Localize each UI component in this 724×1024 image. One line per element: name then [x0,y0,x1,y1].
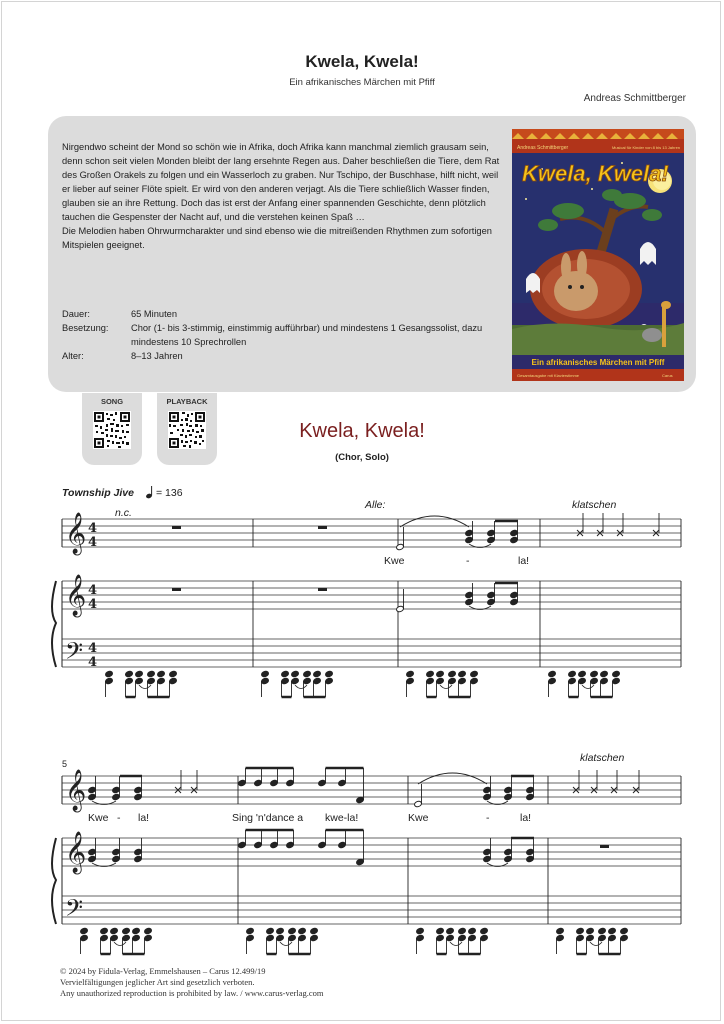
whole-rest [172,526,181,529]
time-signature: 4 [88,655,98,670]
note-head [526,848,535,855]
note-head [338,779,347,786]
note-head [88,786,97,793]
note-head [448,677,457,684]
klatschen-mark: klatschen [572,499,617,511]
note-head [576,927,585,934]
piano-brace [52,838,56,924]
note-head [406,670,415,677]
note-head [414,800,423,807]
age-label: Alter: [62,351,84,361]
page-subtitle: Ein afrikanisches Märchen mit Pfiff [289,77,435,88]
note-head [556,927,565,934]
note-head [291,677,300,684]
note-head [487,598,496,605]
note-head [169,670,178,677]
note-head [510,598,519,605]
cast-label: Besetzung: [62,323,109,333]
treble-clef: 𝄞 [65,832,87,873]
note-head [578,677,587,684]
note-head [526,793,535,800]
description-text-2: Die Melodien haben Ohrwurmcharakter und sind ebenso wie die mitreißenden Rhythmen zum sofortigen Mitspielen geeignet. [62,226,492,250]
note-head [318,841,327,848]
description-text: Nirgendwo scheint der Mond so schön wie in Afrika, doch Afrika kann manchmal ziemlich grausam sein, denn schon seit vielen Monden bleibt der lang ersehnte Regen aus. Daher beschließen die Tiere, dem Rat des Großen Orakels zu folgen und ein Wasserloch zu graben. Nur Tschipo, der Buschhase, hilft nicht, weil er lieber auf seiner Flöte spielt. Er wird von den anderen verjagt. Als die Tiere schließlich Wasser finden, glauben sie an ihre Rettung. Doch das ist erst der Anfang einer spannenden Geschichte, denn plötzlich tauchen die Gespenster der Nacht auf, und die verstehen keinen Spaß … [62,142,500,222]
note-head [110,934,119,941]
note-head [468,927,477,934]
note-head [568,677,577,684]
tie [139,685,151,689]
note-head [122,927,131,934]
note-head [134,793,143,800]
note-head [147,670,156,677]
qr-song-label: SONG [100,397,124,406]
note-head [238,841,247,848]
note-head [487,591,496,598]
note-head [310,934,319,941]
note-head [303,677,312,684]
lyric-syllable: - [117,812,121,824]
no-chord-mark: n.c. [115,507,132,519]
note-head [480,927,489,934]
tie [582,685,594,689]
note-head [448,670,457,677]
note-head [105,670,114,677]
note-head [568,670,577,677]
note-head [276,927,285,934]
song-title: Kwela, Kwela! [299,420,425,442]
note-head [487,529,496,536]
footer-notice-en: Any unauthorized reproduction is prohibited by law. / www.carus-verlag.com [60,988,324,998]
note-head [426,677,435,684]
note-head [356,796,365,803]
note-head [88,793,97,800]
treble-clef: 𝄞 [65,513,87,554]
cover-publisher: Carus [662,373,673,378]
note-head [134,848,143,855]
time-signature: 4 [88,583,98,598]
note-head [266,927,275,934]
treble-clef: 𝄞 [65,575,87,616]
note-head [288,927,297,934]
cover-title: Kwela, Kwela! [522,161,669,186]
note-head [504,793,513,800]
age-value: 8–13 Jahren [131,351,183,361]
note-head [246,927,255,934]
measure-number: 5 [62,759,68,769]
note-head [598,934,607,941]
time-signature: 4 [88,535,98,550]
note-head [590,677,599,684]
note-head [261,670,270,677]
note-head [100,927,109,934]
note-head [578,670,587,677]
note-head [310,927,319,934]
note-head [303,670,312,677]
note-head [504,786,513,793]
author-name: Andreas Schmittberger [583,93,686,104]
note-head [548,670,557,677]
note-head [281,677,290,684]
note-head [270,779,279,786]
note-head [100,934,109,941]
note-head [238,779,247,786]
lyric-syllable: Sing 'n'dance a [232,812,304,824]
note-head [112,848,121,855]
tempo-value: = 136 [156,487,183,499]
note-head [510,591,519,598]
note-head [396,605,405,612]
note-head [157,670,166,677]
note-head [261,677,270,684]
note-head [338,841,347,848]
note-head [483,848,492,855]
note-head [487,536,496,543]
note-head [612,677,621,684]
note-head [270,841,279,848]
note-head [446,934,455,941]
footer [60,966,324,999]
note-head [110,927,119,934]
lyric-syllable: la! [520,812,532,824]
piano-brace [52,581,56,667]
note-head [313,670,322,677]
note-head [468,934,477,941]
note-head [134,786,143,793]
note-head [465,536,474,543]
tie [295,685,307,689]
note-head [416,927,425,934]
note-head [600,677,609,684]
tie [114,942,126,946]
tempo-text: Township Jive [62,487,134,499]
note-head [465,598,474,605]
note-head [254,779,263,786]
note-head [458,677,467,684]
note-head [458,670,467,677]
note-head [483,855,492,862]
tie [450,942,462,946]
note-head [526,855,535,862]
bass-clef: 𝄢 [65,894,84,927]
lyric-syllable: la! [518,555,530,567]
note-head [620,927,629,934]
footer-notice: Vervielfältigungen jeglicher Art sind gesetzlich verboten. [60,977,255,987]
note-head [169,677,178,684]
note-head [298,927,307,934]
note-head [598,927,607,934]
note-head [620,934,629,941]
note-head [144,934,153,941]
tie [590,942,602,946]
time-signature: 4 [88,641,98,656]
note-head [80,927,89,934]
cover-tagline: Musical für Kinder von 8 bis 13 Jahren [612,145,681,150]
bass-clef: 𝄢 [65,637,84,670]
duration-value: 65 Minuten [131,309,177,319]
note-head [510,536,519,543]
note-head [88,855,97,862]
note-head [465,529,474,536]
note-head [105,677,114,684]
whole-rest [172,588,181,591]
note-head [313,677,322,684]
note-head [504,848,513,855]
note-head [406,677,415,684]
klatschen-mark: klatschen [580,752,625,764]
time-signature: 4 [88,521,98,536]
cover-subtitle: Ein afrikanisches Märchen mit Pfiff [531,358,665,367]
page-title: Kwela, Kwela! [305,52,419,71]
note-head [134,855,143,862]
note-head [548,677,557,684]
lyric-syllable: - [486,812,490,824]
note-head [254,841,263,848]
note-head [416,934,425,941]
tie [440,685,452,689]
lyric-syllable: la! [138,812,150,824]
note-head [122,934,131,941]
lyric-syllable: - [466,555,470,567]
note-head [325,670,334,677]
qr-playback-label: PLAYBACK [166,397,208,406]
note-head [590,670,599,677]
note-head [112,793,121,800]
note-head [458,934,467,941]
slur [400,516,469,527]
note-head [458,927,467,934]
lyric-syllable: kwe-la! [325,812,359,824]
note-head [470,677,479,684]
note-head [281,670,290,677]
note-head [608,934,617,941]
footer-copyright: © 2024 by Fidula-Verlag, Emmelshausen – Carus 12.499/19 [60,966,266,976]
note-head [586,927,595,934]
note-head [288,934,297,941]
lyric-syllable: Kwe [384,555,405,567]
note-head [436,670,445,677]
song-subtitle: (Chor, Solo) [335,452,389,463]
whole-rest [318,588,327,591]
note-head [135,670,144,677]
note-head [132,927,141,934]
time-signature: 4 [88,597,98,612]
note-head [436,927,445,934]
note-head [426,670,435,677]
note-head [157,677,166,684]
note-head [446,927,455,934]
note-head [144,927,153,934]
note-head [465,591,474,598]
note-head [88,848,97,855]
note-head [526,786,535,793]
note-head [286,841,295,848]
lyric-syllable: Kwe [88,812,109,824]
note-head [504,855,513,862]
note-head [483,786,492,793]
whole-rest [318,526,327,529]
note-head [246,934,255,941]
note-head [318,779,327,786]
note-head [266,934,275,941]
note-head [556,934,565,941]
score-system [52,768,681,954]
lyric-syllable: Kwe [408,812,429,824]
treble-clef: 𝄞 [65,770,87,811]
note-head [510,529,519,536]
note-head [600,670,609,677]
note-head [132,934,141,941]
whole-rest [600,845,609,848]
note-head [470,670,479,677]
note-head [586,934,595,941]
cast-value: Chor (1- bis 3-stimmig, einstimmig aufführbar) und mindestens 1 Gesangssolist, dazu mindestens 10 Sprechrollen [131,323,483,347]
slur [418,773,487,784]
note-head [286,779,295,786]
cover-edition: Gesamtausgabe mit Klavierstimme [517,373,580,378]
note-head [276,934,285,941]
cover-author: Andreas Schmittberger [517,145,569,151]
alle-mark: Alle: [365,499,386,511]
note-head [125,670,134,677]
note-head [291,670,300,677]
note-head [436,934,445,941]
note-head [483,793,492,800]
note-head [480,934,489,941]
note-head [298,934,307,941]
note-head [125,677,134,684]
note-head [112,786,121,793]
note-head [325,677,334,684]
note-head [112,855,121,862]
note-head [135,677,144,684]
note-head [612,670,621,677]
note-head [356,858,365,865]
note-head [608,927,617,934]
note-head [80,934,89,941]
duration-label: Dauer: [62,309,90,319]
score-system [52,512,681,697]
note-head [147,677,156,684]
note-head [396,543,405,550]
note-head [436,677,445,684]
note-head [576,934,585,941]
tie [280,942,292,946]
